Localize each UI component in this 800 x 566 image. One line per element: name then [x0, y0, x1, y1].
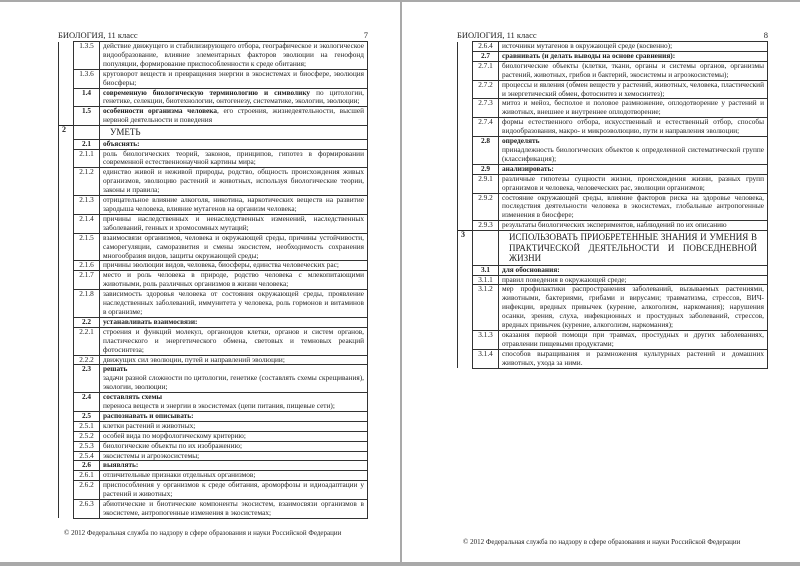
table-row: [59, 365, 368, 393]
item-content: [100, 451, 368, 461]
table-row: [59, 317, 368, 327]
item-text: роль биологических теорий, законов, принципов, гипотез в формировании современной естественнонаучной картины мира;: [103, 148, 364, 167]
table-row: [59, 431, 368, 441]
item-content: [100, 196, 368, 215]
item-heading: составлять схемы: [103, 392, 163, 402]
section-column: [59, 441, 74, 451]
item-number: 2.7: [473, 51, 499, 61]
section-number: 3: [458, 231, 473, 266]
viewer-bottom-border: [0, 562, 800, 566]
section-title: ИСПОЛЬЗОВАТЬ ПРИОБРЕТЕННЫЕ ЗНАНИЯ И УМЕНИЯ В ПРАКТИЧЕСКОЙ ДЕЯТЕЛЬНОСТИ И ПОВСЕДНЕВНОЙ ЖИЗНИ: [499, 231, 768, 266]
item-content: [100, 355, 368, 365]
section-spacer: [473, 231, 499, 266]
item-text: по цитологии, генетике, селекции, биотехнологии, онтогенезу, систематике, экологии, эволюции;: [103, 87, 364, 106]
item-text: отрицательное влияние алкоголя, никотина, наркотических веществ на развитие зародыша человека, влияние мутагенов на организм человека;: [103, 195, 364, 213]
item-text: результаты биологических экспериментов, наблюдений по их описанию: [502, 220, 727, 230]
table-row: [59, 393, 368, 412]
item-content: [499, 118, 768, 137]
section-column: [59, 393, 74, 412]
section-column: [59, 214, 74, 233]
item-number: 1.3.5: [74, 42, 100, 70]
item-number: 2.1.6: [74, 261, 100, 271]
section-column: [458, 265, 473, 275]
item-number: 2.7.1: [473, 61, 499, 80]
section-column: [59, 500, 74, 519]
page-number: 7: [363, 30, 368, 40]
item-number: 2.1.2: [74, 168, 100, 196]
section-column: [59, 261, 74, 271]
item-text: приспособления у организмов к среде обитания, ароморфозы и идиоадаптации у растений и животных;: [103, 480, 364, 499]
item-text: взаимосвязи организмов, человека и окружающей среды, причины устойчивости, саморегуляции, саморазвития и смены экосистем, необходимость сохранения многообразия видов, защиты окружающей среды;: [103, 232, 364, 260]
page-number: 8: [763, 30, 768, 40]
item-text: задачи разной сложности по цитологии, генетике (составлять схемы скрещивания), экологии, эволюции;: [103, 373, 364, 392]
section-column: [458, 174, 473, 193]
table-row: [59, 168, 368, 196]
item-heading: устанавливать взаимосвязи:: [103, 316, 198, 326]
section-column: [59, 421, 74, 431]
section-column: [59, 88, 74, 107]
item-number: 2.9.2: [473, 193, 499, 221]
item-number: 2.1: [74, 139, 100, 149]
running-header-title: БИОЛОГИЯ, 11 класс: [58, 30, 138, 40]
section-column: [59, 327, 74, 355]
section-row: [458, 231, 768, 266]
section-column: [59, 355, 74, 365]
section-spacer: [74, 126, 100, 140]
section-row: [59, 126, 368, 140]
section-column: [458, 349, 473, 368]
table-row: [59, 411, 368, 421]
item-number: 2.6.4: [473, 42, 499, 52]
table-row: [59, 139, 368, 149]
item-text: особей вида по морфологическому критерию;: [103, 430, 246, 440]
section-column: [59, 411, 74, 421]
item-content: [499, 80, 768, 99]
table-row: [59, 261, 368, 271]
item-number: 2.1.4: [74, 214, 100, 233]
table-row: [59, 149, 368, 168]
section-column: [458, 80, 473, 99]
item-content: [100, 481, 368, 500]
item-text: абиотические и биотические компоненты экосистем, взаимосвязи организмов в экосистеме, антропогенные изменения в экосистемах;: [103, 499, 364, 517]
table-row: [458, 275, 768, 285]
item-content: [499, 285, 768, 331]
table-row: [59, 461, 368, 471]
item-content: [499, 164, 768, 174]
item-heading: объяснять:: [103, 138, 140, 148]
table-row: [458, 137, 768, 165]
item-text: состояние окружающей среды, влияние факторов риска на здоровье человека, последствия деятельности человека в экосистемах, глобальные антропогенные изменения в биосфере;: [502, 192, 764, 220]
table-row: [59, 42, 368, 70]
item-number: 2.9.3: [473, 221, 499, 231]
item-content: [499, 99, 768, 118]
item-text: биологические объекты по их изображению;: [103, 440, 242, 450]
item-number: 2.5.4: [74, 451, 100, 461]
item-number: 1.4: [74, 88, 100, 107]
item-number: 2.2.2: [74, 355, 100, 365]
item-number: 2.6.2: [74, 481, 100, 500]
item-number: 2.4: [74, 393, 100, 412]
section-column: [59, 233, 74, 261]
item-number: 2.7.3: [473, 99, 499, 118]
section-column: [59, 196, 74, 215]
item-text: принадлежность биологических объектов к определенной систематической группе (классификация);: [502, 144, 764, 163]
table-row: [59, 327, 368, 355]
item-content: [100, 317, 368, 327]
item-text: оказания первой помощи при травмах, простудных и других заболеваниях, отравлении пищевыми продуктами;: [502, 329, 764, 348]
table-row: [59, 214, 368, 233]
item-number: 2.3: [74, 365, 100, 393]
item-heading: для обоснования:: [502, 264, 560, 274]
running-header: [58, 2, 368, 40]
item-number: 3.1.1: [473, 275, 499, 285]
item-content: [100, 107, 368, 126]
table-row: [59, 69, 368, 88]
item-text: , его строения, жизнедеятельности, высшей нервной деятельности и поведения: [103, 106, 365, 125]
item-text: митоз и мейоз, бесполое и половое размножение, оплодотворение у растений и животных, внешнее и внутреннее оплодотворение;: [502, 98, 764, 117]
item-number: 2.1.1: [74, 149, 100, 168]
item-content: [100, 441, 368, 451]
table-row: [458, 61, 768, 80]
section-column: [59, 317, 74, 327]
table-row: [59, 481, 368, 500]
table-row: [458, 51, 768, 61]
item-number: 2.5: [74, 411, 100, 421]
item-text: переноса веществ и энергии в экосистемах (цепи питания, пищевые сети);: [103, 401, 335, 411]
section-column: [458, 42, 473, 52]
item-content: [100, 214, 368, 233]
table-row: [458, 42, 768, 52]
item-text: место и роль человека в природе, родство человека с млекопитающими животными, роль различных организмов в жизни человека;: [103, 270, 364, 289]
section-column: [458, 275, 473, 285]
item-heading: выявлять:: [103, 460, 139, 470]
item-content: [100, 461, 368, 471]
item-content: [100, 88, 368, 107]
item-content: [100, 421, 368, 431]
section-column: [458, 51, 473, 61]
item-heading: определять: [502, 136, 540, 146]
section-column: [458, 193, 473, 221]
item-content: [100, 42, 368, 70]
item-text: правил поведения в окружающей среде;: [502, 274, 627, 284]
item-text: зависимость здоровья человека от состояния окружающей среды, проявление наследственных заболеваний, иммунитета у человека, роль гормонов и витаминов в организме;: [103, 289, 364, 316]
item-content: [100, 261, 368, 271]
table-row: [59, 271, 368, 290]
item-text: единство живой и неживой природы, родство, общность происхождения живых организмов, эволюцию растений и животных, используя биологические теории, законы и правила;: [103, 167, 364, 195]
table-row: [59, 233, 368, 261]
item-number: 2.6.3: [74, 500, 100, 519]
section-column: [59, 149, 74, 168]
item-text: биологические объекты (клетки, ткани, органы и системы органов, организмы растений, животных, грибов и бактерий, экосистемы и агроэкосистемы);: [502, 60, 764, 79]
item-content: [499, 349, 768, 368]
table-row: [458, 349, 768, 368]
page-footer: © 2012 Федеральная служба по надзору в сфере образования и науки Российской Федерации: [64, 528, 342, 537]
item-heading: особенности организма человека: [103, 106, 217, 116]
item-number: 2.2.1: [74, 327, 100, 355]
item-text: причины эволюции видов, человека, биосферы, единства человеческих рас;: [103, 260, 339, 270]
item-number: 3.1.3: [473, 330, 499, 349]
table-row: [458, 174, 768, 193]
item-text: экосистемы и агроэкосистемы;: [103, 450, 200, 460]
item-heading: распознавать и описывать:: [103, 410, 194, 420]
table-row: [458, 330, 768, 349]
table-row: [59, 451, 368, 461]
item-number: 2.6: [74, 461, 100, 471]
item-text: клетки растений и животных;: [103, 420, 196, 430]
item-number: 2.1.5: [74, 233, 100, 261]
item-content: [100, 393, 368, 412]
table-row: [59, 107, 368, 126]
table-row: [59, 88, 368, 107]
item-heading: решать: [103, 364, 128, 374]
section-column: [59, 365, 74, 393]
table-row: [59, 421, 368, 431]
item-content: [100, 271, 368, 290]
table-row: [458, 99, 768, 118]
section-column: [59, 107, 74, 126]
section-column: [458, 285, 473, 331]
item-number: 3.1: [473, 265, 499, 275]
item-content: [499, 221, 768, 231]
item-text: мер профилактики распространения заболеваний, вызываемых растениями, животными, бактериями, грибами и вирусами; травматизма, стрессов, ВИЧ-инфекции, вредных привычек (курение, алкоголизм, наркомания); нарушения осанки, зрения, слуха, инфекционных и простудных заболеваний, стрессов, вредных привычек (курение, алкоголизм, наркомания);: [502, 284, 764, 330]
item-number: 2.7.4: [473, 118, 499, 137]
item-heading: сравнивать (и делать выводы на основе сравнения):: [502, 50, 676, 60]
item-text: движущих сил эволюции, путей и направлений эволюции;: [103, 354, 285, 364]
item-content: [100, 69, 368, 88]
item-number: 3.1.2: [473, 285, 499, 331]
table-row: [59, 441, 368, 451]
item-content: [100, 139, 368, 149]
item-text: строения и функций молекул, органоидов клетки, органов и систем органов, пластического и энергетического обмена, световых и темновых реакций фотосинтеза;: [103, 326, 364, 354]
item-number: 2.5.1: [74, 421, 100, 431]
running-header-title: БИОЛОГИЯ, 11 класс: [457, 30, 537, 40]
item-number: 2.5.3: [74, 441, 100, 451]
item-content: [100, 365, 368, 393]
page-footer: © 2012 Федеральная служба по надзору в сфере образования и науки Российской Федерации: [463, 538, 741, 546]
page-8: [402, 2, 800, 546]
section-column: [59, 271, 74, 290]
item-heading: современную биологическую терминологию и символику: [103, 87, 311, 97]
item-text: отличительные признаки отдельных организмов;: [103, 470, 256, 480]
item-heading: анализировать:: [502, 163, 554, 173]
item-content: [100, 233, 368, 261]
item-text: действие движущего и стабилизирующего отбора, географическое и экологическое видообразование, влияние элементарных факторов эволюции на генофонд популяции, формирование приспособленности к среде обитания;: [103, 41, 364, 68]
item-text: процессы и явления (обмен веществ у растений, животных, человека, пластический и энергетический обмен, фотосинтез и хемосинтез);: [502, 79, 764, 98]
item-content: [499, 265, 768, 275]
item-text: причины наследственных и ненаследственных изменений, наследственных заболеваний, генных и хромосомных мутаций;: [103, 213, 364, 232]
item-number: 1.3.6: [74, 69, 100, 88]
item-number: 3.1.4: [473, 349, 499, 368]
item-number: 2.1.7: [74, 271, 100, 290]
table-row: [59, 196, 368, 215]
running-header: [457, 2, 768, 40]
item-number: 1.5: [74, 107, 100, 126]
table-row: [458, 193, 768, 221]
item-number: 2.9: [473, 164, 499, 174]
section-column: [458, 221, 473, 231]
table-row: [458, 164, 768, 174]
item-number: 2.9.1: [473, 174, 499, 193]
section-number: 2: [59, 126, 74, 140]
section-column: [59, 69, 74, 88]
section-column: [59, 471, 74, 481]
item-content: [499, 193, 768, 221]
table-row: [458, 221, 768, 231]
table-row: [458, 265, 768, 275]
item-number: 2.1.8: [74, 290, 100, 318]
item-text: круговорот веществ и превращения энергии в экосистемах и биосфере, эволюция биосферы;: [103, 68, 364, 87]
item-text: способов выращивания и размножения культурных растений и домашних животных, ухода за ними.: [502, 348, 764, 367]
item-content: [499, 137, 768, 165]
item-text: источники мутагенов в окружающей среде (косвенно);: [502, 41, 673, 50]
item-content: [100, 431, 368, 441]
item-number: 2.6.1: [74, 471, 100, 481]
section-column: [458, 164, 473, 174]
item-number: 2.2: [74, 317, 100, 327]
table-row: [458, 285, 768, 331]
page-7: [0, 2, 400, 538]
section-column: [59, 168, 74, 196]
item-number: 2.7.2: [473, 80, 499, 99]
item-content: [100, 149, 368, 168]
table-row: [59, 355, 368, 365]
item-content: [499, 42, 768, 52]
item-number: 2.5.2: [74, 431, 100, 441]
section-column: [59, 431, 74, 441]
section-title: УМЕТЬ: [100, 126, 368, 140]
section-column: [458, 137, 473, 165]
section-column: [59, 481, 74, 500]
table-row: [59, 471, 368, 481]
section-column: [458, 99, 473, 118]
requirements-table: [457, 41, 768, 369]
section-column: [458, 61, 473, 80]
table-row: [458, 118, 768, 137]
table-row: [59, 500, 368, 519]
item-content: [100, 290, 368, 318]
table-row: [458, 80, 768, 99]
item-content: [100, 411, 368, 421]
item-content: [100, 168, 368, 196]
section-column: [458, 330, 473, 349]
item-text: формы естественного отбора, искусственный и естественный отбор, способы видообразования, макро- и микроэволюцию, пути и направления эволюции;: [502, 117, 764, 136]
section-column: [59, 451, 74, 461]
section-column: [458, 118, 473, 137]
item-content: [100, 327, 368, 355]
item-number: 2.1.3: [74, 196, 100, 215]
item-content: [499, 330, 768, 349]
item-content: [100, 500, 368, 519]
section-column: [59, 461, 74, 471]
item-content: [499, 51, 768, 61]
item-content: [499, 275, 768, 285]
item-content: [499, 174, 768, 193]
section-column: [59, 139, 74, 149]
section-column: [59, 290, 74, 318]
item-content: [100, 471, 368, 481]
section-column: [59, 42, 74, 70]
item-content: [499, 61, 768, 80]
requirements-table: [58, 41, 368, 519]
item-text: различные гипотезы сущности жизни, происхождения жизни, разных групп организмов и человека, человеческих рас, эволюции организмов;: [502, 173, 764, 192]
item-number: 2.8: [473, 137, 499, 165]
table-row: [59, 290, 368, 318]
